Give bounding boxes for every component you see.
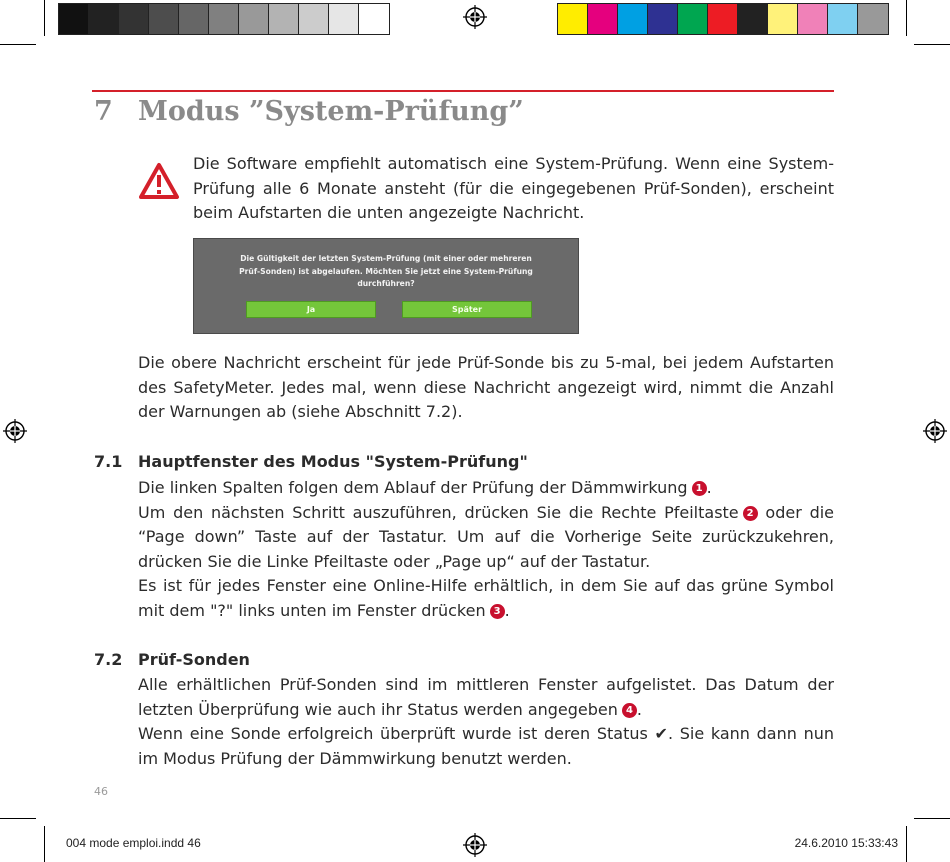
crop-mark [44,826,45,862]
warning-text: Die Software empfiehlt automatisch eine System-Prüfung. Wenn eine System-Prüfung alle 6 Monate ansteht (für die eingegebenen Prüf-Sonden), erscheint beim Aufstarten die unten angezeigte Nachricht. [193,154,834,223]
slug-timestamp: 24.6.2010 15:33:43 [794,836,898,850]
calibration-swatch [738,4,768,34]
callout-badge: 2 [743,506,758,521]
section-number: 7.2 [94,650,123,669]
calibration-swatch [768,4,798,34]
calibration-swatch [798,4,828,34]
grayscale-calibration-bar [58,3,390,35]
calibration-swatch [618,4,648,34]
yes-button[interactable]: Ja [246,301,376,318]
crop-mark [44,0,45,36]
section-number: 7.1 [94,452,123,471]
section-7-2-body: Alle erhältlichen Prüf-Sonden sind im mittleren Fenster aufgelistet. Das Datum der letzten Überprüfung wie auch ihr Status werden angegeben 4 . Wenn eine Sonde erfolgreich überprüft wurde ist deren Status ✔. Sie kann dann nun im Modus Prüfung der Dämmwirkung benutzt werden. [138,675,835,768]
calibration-swatch [678,4,708,34]
calibration-swatch [359,4,389,34]
chapter-number: 7 [94,96,113,127]
calibration-swatch [89,4,119,34]
callout-badge: 4 [622,703,637,718]
calibration-swatch [558,4,588,34]
reminder-paragraph: Die obere Nachricht erscheint für jede Prüf-Sonde bis zu 5-mal, bei jedem Aufstarten des SafetyMeter. Jedes mal, wenn diese Nachricht angezeigt wird, nimmt die Anzahl der Warnungen ab (siehe Abschnitt 7.2). [138,353,834,422]
section-title: Prüf-Sonden [138,650,250,669]
registration-mark-icon [3,419,27,443]
validity-expired-dialog [193,238,579,334]
calibration-swatch [269,4,299,34]
section-7-1-body: Die linken Spalten folgen dem Ablauf der Prüfung der Dämmwirkung 1 . Um den nächsten Schritt auszuführen, drücken Sie die Rechte Pfeiltaste 2 oder die “Page down” Taste auf der Tastatur. Um auf die Vorherige Seite zurückzukehren, drücken Sie die Linke Pfeiltaste oder „Page up“ auf der Tastatur. Es ist für jedes Fenster eine Online-Hilfe erhältlich, in dem Sie auf das grüne Symbol mit dem "?" links unten im Fenster drücken 3 . [138,478,835,620]
chapter-heading [94,96,524,127]
crop-mark [0,818,36,819]
registration-mark-icon [463,5,487,29]
calibration-swatch [299,4,329,34]
calibration-swatch [858,4,888,34]
warning-triangle-icon [138,162,180,200]
calibration-swatch [149,4,179,34]
chapter-title: Modus ”System-Prüfung” [138,96,524,127]
section-title: Hauptfenster des Modus "System-Prüfung" [138,452,528,471]
registration-mark-icon [463,833,487,857]
calibration-swatch [119,4,149,34]
calibration-swatch [239,4,269,34]
calibration-swatch [209,4,239,34]
crop-mark [914,44,950,45]
calibration-swatch [329,4,359,34]
crop-mark [914,818,950,819]
color-calibration-bar [557,3,889,35]
page-number: 46 [94,785,108,798]
callout-badge: 1 [692,481,707,496]
calibration-swatch [179,4,209,34]
calibration-swatch [828,4,858,34]
later-button[interactable]: Später [402,301,532,318]
crop-mark [0,44,36,45]
crop-mark [906,0,907,36]
crop-mark [906,826,907,862]
heading-rule [92,90,834,92]
calibration-swatch [708,4,738,34]
calibration-swatch [588,4,618,34]
callout-badge: 3 [490,604,505,619]
calibration-swatch [59,4,89,34]
calibration-swatch [648,4,678,34]
checkmark-icon: ✔ [654,724,668,744]
dialog-message: Die Gültigkeit der letzten System-Prüfung (mit einer oder mehreren Prüf-Sonden) ist abgelaufen. Möchten Sie jetzt eine System-Prüfung durchführen? [239,254,533,289]
registration-mark-icon [923,419,947,443]
slug-filename: 004 mode emploi.indd 46 [66,836,201,850]
